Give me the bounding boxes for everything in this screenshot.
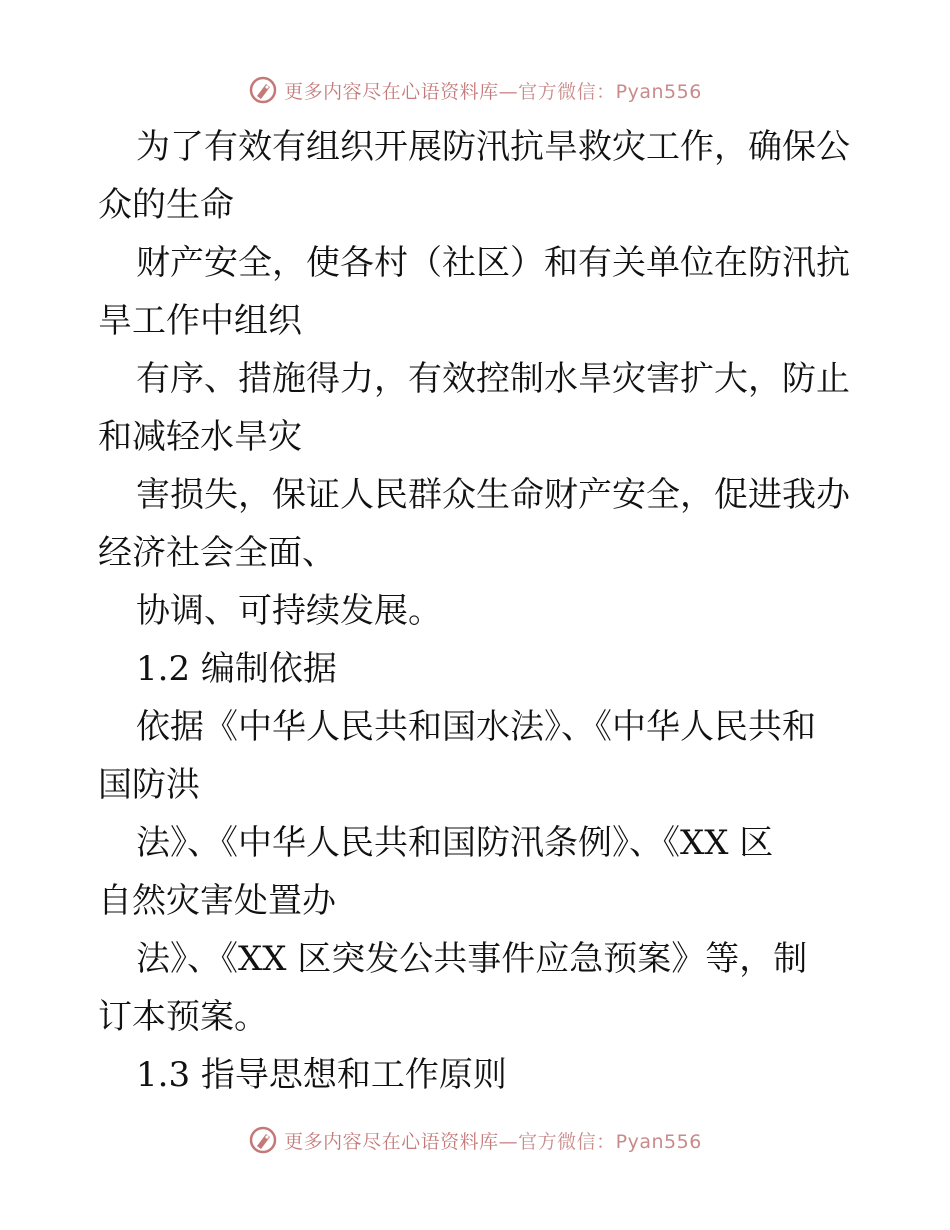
text-line: 财产安全，使各村（社区）和有关单位在防汛抗	[136, 243, 850, 283]
watermark-wechat-text: —官方微信：Pyan556	[498, 1130, 702, 1153]
section-heading-1-3: 1.3 指导思想和工作原则	[136, 1055, 507, 1095]
section-heading-1-2: 1.2 编制依据	[136, 649, 337, 689]
text-line: 有序、措施得力，有效控制水旱灾害扩大，防止	[136, 359, 850, 399]
text-line: 众的生命	[98, 185, 234, 225]
text-line: 法》、《中华人民共和国防汛条例》、《XX 区	[136, 823, 774, 863]
text-line: 订本预案。	[98, 997, 268, 1037]
text-line: 协调、可持续发展。	[136, 591, 442, 631]
watermark-main-text: 更多内容尽在心语资料库	[284, 80, 499, 103]
watermark-wechat-text: —官方微信：Pyan556	[498, 80, 702, 103]
watermark-main-text: 更多内容尽在心语资料库	[284, 1130, 499, 1153]
pen-nib-logo-icon	[248, 75, 278, 105]
text-line: 法》、《XX 区突发公共事件应急预案》等，制	[136, 939, 808, 979]
text-line: 害损失，保证人民群众生命财产安全，促进我办	[136, 475, 850, 515]
text-line: 旱工作中组织	[98, 301, 302, 341]
text-line: 国防洪	[98, 765, 200, 805]
text-line: 为了有效有组织开展防汛抗旱救灾工作，确保公	[136, 127, 850, 167]
document-body	[98, 118, 858, 1104]
footer-watermark	[0, 1122, 950, 1158]
text-line: 依据《中华人民共和国水法》、《中华人民共和	[136, 707, 816, 747]
text-line: 和减轻水旱灾	[98, 417, 302, 457]
pen-nib-logo-icon	[248, 1125, 278, 1155]
text-line: 自然灾害处置办	[98, 881, 336, 921]
text-line: 经济社会全面、	[98, 533, 336, 573]
header-watermark	[0, 72, 950, 108]
